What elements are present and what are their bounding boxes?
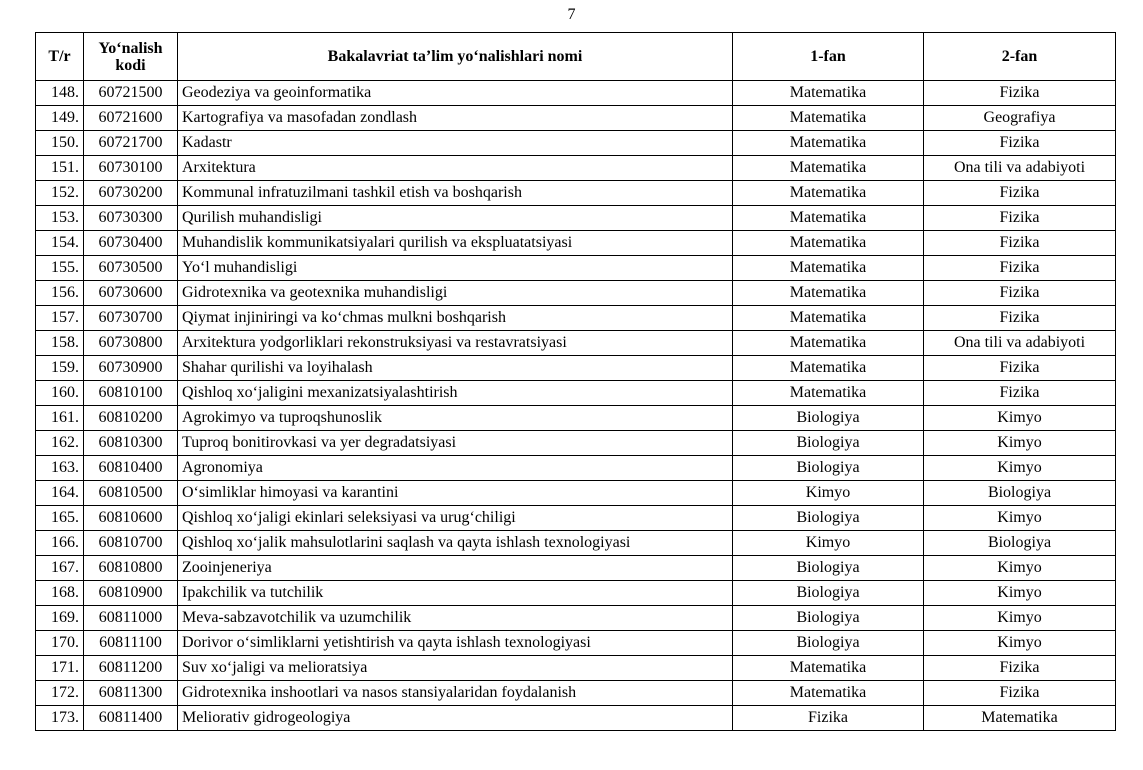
subject-1: Matematika (733, 681, 924, 706)
header-subject2: 2-fan (924, 33, 1116, 81)
table-row (36, 231, 1116, 256)
subject-2: Kimyo (924, 406, 1116, 431)
program-code: 60811000 (84, 606, 178, 631)
table-row (36, 681, 1116, 706)
subject-1: Matematika (733, 181, 924, 206)
program-name: Gidrotexnika inshootlari va nasos stansiyalaridan foydalanish (178, 681, 733, 706)
programs-table (35, 32, 1116, 731)
table-row (36, 481, 1116, 506)
program-code: 60810100 (84, 381, 178, 406)
program-code: 60811200 (84, 656, 178, 681)
program-name: Geodeziya va geoinformatika (178, 81, 733, 106)
row-number: 148. (36, 81, 84, 106)
program-code: 60810200 (84, 406, 178, 431)
table-row (36, 631, 1116, 656)
row-number: 150. (36, 131, 84, 156)
table-row (36, 206, 1116, 231)
program-name: Qishloq xo‘jalik mahsulotlarini saqlash va qayta ishlash texnologiyasi (178, 531, 733, 556)
table-header-row (36, 33, 1116, 81)
subject-2: Kimyo (924, 581, 1116, 606)
header-code-line2: kodi (115, 56, 146, 74)
subject-2: Fizika (924, 281, 1116, 306)
program-code: 60730500 (84, 256, 178, 281)
row-number: 152. (36, 181, 84, 206)
header-name: Bakalavriat ta’lim yo‘nalishlari nomi (178, 33, 733, 81)
subject-1: Matematika (733, 381, 924, 406)
subject-2: Fizika (924, 81, 1116, 106)
program-code: 60810800 (84, 556, 178, 581)
program-code: 60721500 (84, 81, 178, 106)
row-number: 157. (36, 306, 84, 331)
subject-2: Kimyo (924, 606, 1116, 631)
program-name: Meliorativ gidrogeologiya (178, 706, 733, 731)
row-number: 167. (36, 556, 84, 581)
subject-2: Kimyo (924, 631, 1116, 656)
subject-2: Fizika (924, 381, 1116, 406)
program-name: Suv xo‘jaligi va melioratsiya (178, 656, 733, 681)
row-number: 155. (36, 256, 84, 281)
subject-2: Fizika (924, 206, 1116, 231)
program-name: Yo‘l muhandisligi (178, 256, 733, 281)
program-name: Agronomiya (178, 456, 733, 481)
row-number: 154. (36, 231, 84, 256)
table-row (36, 356, 1116, 381)
row-number: 169. (36, 606, 84, 631)
table-row (36, 106, 1116, 131)
program-code: 60721700 (84, 131, 178, 156)
row-number: 172. (36, 681, 84, 706)
program-name: Kadastr (178, 131, 733, 156)
row-number: 153. (36, 206, 84, 231)
subject-1: Biologiya (733, 506, 924, 531)
program-name: Shahar qurilishi va loyihalash (178, 356, 733, 381)
program-code: 60810900 (84, 581, 178, 606)
program-name: Gidrotexnika va geotexnika muhandisligi (178, 281, 733, 306)
subject-1: Matematika (733, 131, 924, 156)
table-row (36, 606, 1116, 631)
program-name: Muhandislik kommunikatsiyalari qurilish va ekspluatatsiyasi (178, 231, 733, 256)
subject-2: Matematika (924, 706, 1116, 731)
subject-2: Fizika (924, 231, 1116, 256)
subject-1: Biologiya (733, 431, 924, 456)
row-number: 163. (36, 456, 84, 481)
subject-2: Kimyo (924, 456, 1116, 481)
program-name: Arxitektura yodgorliklari rekonstruksiyasi va restavratsiyasi (178, 331, 733, 356)
program-code: 60730100 (84, 156, 178, 181)
table-row (36, 531, 1116, 556)
table-row (36, 656, 1116, 681)
program-name: Qurilish muhandisligi (178, 206, 733, 231)
program-name: Kartografiya va masofadan zondlash (178, 106, 733, 131)
row-number: 162. (36, 431, 84, 456)
row-number: 151. (36, 156, 84, 181)
subject-1: Biologiya (733, 631, 924, 656)
program-code: 60730600 (84, 281, 178, 306)
subject-1: Matematika (733, 356, 924, 381)
row-number: 170. (36, 631, 84, 656)
subject-2: Biologiya (924, 531, 1116, 556)
table-row (36, 381, 1116, 406)
program-name: Dorivor o‘simliklarni yetishtirish va qayta ishlash texnologiyasi (178, 631, 733, 656)
program-name: Qishloq xo‘jaligini mexanizatsiyalashtirish (178, 381, 733, 406)
table-row (36, 181, 1116, 206)
table-row (36, 456, 1116, 481)
program-code: 60730400 (84, 231, 178, 256)
subject-2: Fizika (924, 131, 1116, 156)
row-number: 161. (36, 406, 84, 431)
subject-1: Fizika (733, 706, 924, 731)
program-code: 60730800 (84, 331, 178, 356)
program-code: 60730900 (84, 356, 178, 381)
program-name: Tuproq bonitirovkasi va yer degradatsiyasi (178, 431, 733, 456)
program-name: Agrokimyo va tuproqshunoslik (178, 406, 733, 431)
row-number: 159. (36, 356, 84, 381)
subject-1: Matematika (733, 256, 924, 281)
row-number: 171. (36, 656, 84, 681)
header-code (84, 33, 178, 81)
subject-2: Kimyo (924, 431, 1116, 456)
program-code: 60810700 (84, 531, 178, 556)
program-code: 60810500 (84, 481, 178, 506)
program-code: 60810400 (84, 456, 178, 481)
row-number: 168. (36, 581, 84, 606)
table-row (36, 256, 1116, 281)
subject-2: Ona tili va adabiyoti (924, 331, 1116, 356)
row-number: 156. (36, 281, 84, 306)
page-number: 7 (567, 6, 576, 23)
subject-2: Kimyo (924, 556, 1116, 581)
table-row (36, 281, 1116, 306)
subject-2: Fizika (924, 656, 1116, 681)
program-code: 60811100 (84, 631, 178, 656)
subject-1: Biologiya (733, 581, 924, 606)
program-name: Zooinjeneriya (178, 556, 733, 581)
subject-1: Biologiya (733, 556, 924, 581)
program-name: Meva-sabzavotchilik va uzumchilik (178, 606, 733, 631)
subject-1: Matematika (733, 306, 924, 331)
program-code: 60810600 (84, 506, 178, 531)
program-name: Arxitektura (178, 156, 733, 181)
subject-2: Geografiya (924, 106, 1116, 131)
program-name: O‘simliklar himoyasi va karantini (178, 481, 733, 506)
row-number: 160. (36, 381, 84, 406)
table-row (36, 331, 1116, 356)
table-row (36, 131, 1116, 156)
program-name: Qishloq xo‘jaligi ekinlari seleksiyasi va urug‘chiligi (178, 506, 733, 531)
subject-2: Fizika (924, 306, 1116, 331)
subject-2: Fizika (924, 356, 1116, 381)
subject-2: Fizika (924, 681, 1116, 706)
table-row (36, 581, 1116, 606)
subject-2: Ona tili va adabiyoti (924, 156, 1116, 181)
row-number: 173. (36, 706, 84, 731)
table-row (36, 506, 1116, 531)
table-row (36, 81, 1116, 106)
subject-1: Matematika (733, 81, 924, 106)
subject-1: Matematika (733, 231, 924, 256)
subject-1: Biologiya (733, 406, 924, 431)
subject-1: Matematika (733, 106, 924, 131)
subject-1: Kimyo (733, 481, 924, 506)
subject-1: Biologiya (733, 456, 924, 481)
subject-1: Matematika (733, 331, 924, 356)
program-code: 60730300 (84, 206, 178, 231)
subject-2: Fizika (924, 181, 1116, 206)
table-row (36, 706, 1116, 731)
table-body (36, 81, 1116, 731)
subject-1: Matematika (733, 156, 924, 181)
program-name: Qiymat injiniringi va ko‘chmas mulkni boshqarish (178, 306, 733, 331)
subject-1: Kimyo (733, 531, 924, 556)
table-row (36, 431, 1116, 456)
subject-1: Matematika (733, 206, 924, 231)
subject-1: Matematika (733, 656, 924, 681)
subject-2: Fizika (924, 256, 1116, 281)
header-num: T/r (36, 33, 84, 81)
program-name: Kommunal infratuzilmani tashkil etish va boshqarish (178, 181, 733, 206)
program-code: 60811300 (84, 681, 178, 706)
program-code: 60811400 (84, 706, 178, 731)
header-subject1: 1-fan (733, 33, 924, 81)
subject-1: Biologiya (733, 606, 924, 631)
program-name: Ipakchilik va tutchilik (178, 581, 733, 606)
program-code: 60730200 (84, 181, 178, 206)
table-row (36, 306, 1116, 331)
table-row (36, 156, 1116, 181)
header-code-line1: Yo‘nalish (98, 39, 163, 57)
program-code: 60730700 (84, 306, 178, 331)
row-number: 164. (36, 481, 84, 506)
row-number: 166. (36, 531, 84, 556)
row-number: 158. (36, 331, 84, 356)
subject-2: Biologiya (924, 481, 1116, 506)
subject-2: Kimyo (924, 506, 1116, 531)
table-row (36, 556, 1116, 581)
row-number: 165. (36, 506, 84, 531)
program-code: 60810300 (84, 431, 178, 456)
program-code: 60721600 (84, 106, 178, 131)
subject-1: Matematika (733, 281, 924, 306)
row-number: 149. (36, 106, 84, 131)
table-row (36, 406, 1116, 431)
